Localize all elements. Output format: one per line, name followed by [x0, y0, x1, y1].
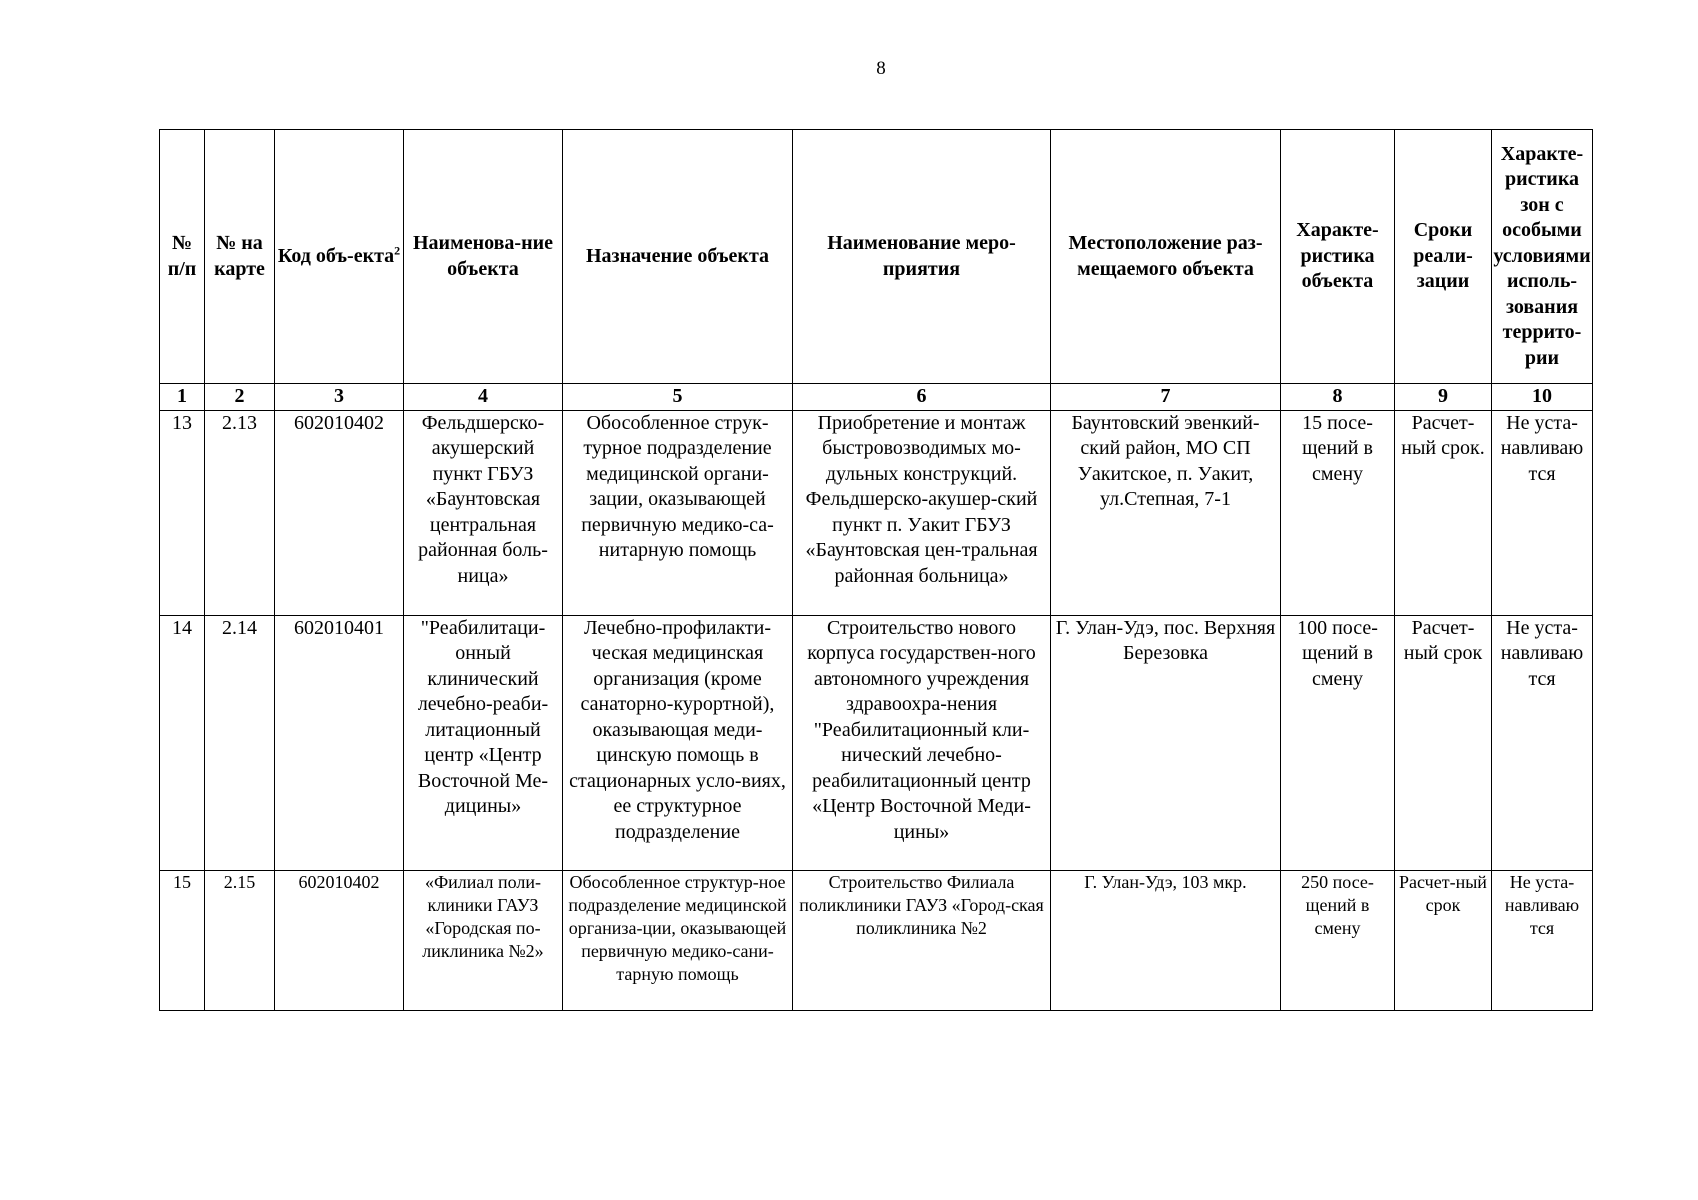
cell-purpose: Обособленное структур-ное подразделение медицинской организа-ции, оказывающей первичную медико-сани-тарную помощь — [563, 870, 793, 1010]
cell-code: 602010402 — [275, 410, 404, 615]
header-num: № п/п — [160, 130, 205, 384]
cell-map-no: 2.13 — [205, 410, 275, 615]
cell-code: 602010402 — [275, 870, 404, 1010]
cell-zones: Не уста-навливаю тся — [1492, 615, 1593, 870]
cell-location: Г. Улан-Удэ, 103 мкр. — [1051, 870, 1281, 1010]
table-row — [160, 410, 1593, 615]
cell-map-no: 2.15 — [205, 870, 275, 1010]
cell-term: Расчет-ный срок. — [1395, 410, 1492, 615]
cell-location: Г. Улан-Удэ, пос. Верхняя Березовка — [1051, 615, 1281, 870]
header-name: Наименова-ние объекта — [404, 130, 563, 384]
header-event: Наименование меро-приятия — [793, 130, 1051, 384]
cell-term: Расчет-ный срок — [1395, 870, 1492, 1010]
header-location: Местоположение раз-мещаемого объекта — [1051, 130, 1281, 384]
cell-num: 13 — [160, 410, 205, 615]
cell-name: "Реабилитаци-онный клинический лечебно-реаби-литационный центр «Центр Восточной Ме-дицины» — [404, 615, 563, 870]
column-number: 5 — [563, 384, 793, 411]
cell-location: Баунтовский эвенкий-ский район, МО СП Уакитское, п. Уакит, ул.Степная, 7-1 — [1051, 410, 1281, 615]
column-number: 4 — [404, 384, 563, 411]
cell-characteristic: 250 посе-щений в смену — [1281, 870, 1395, 1010]
header-purpose: Назначение объекта — [563, 130, 793, 384]
page-number: 8 — [876, 58, 886, 79]
cell-event: Приобретение и монтаж быстровозводимых мо-дульных конструкций. Фельдшерско-акушер-ский пункт п. Уакит ГБУЗ «Баунтовская цен-тральная районная больница» — [793, 410, 1051, 615]
cell-code: 602010401 — [275, 615, 404, 870]
column-number: 10 — [1492, 384, 1593, 411]
cell-name: «Филиал поли-клиники ГАУЗ «Городская по-ликлиника №2» — [404, 870, 563, 1010]
column-number: 8 — [1281, 384, 1395, 411]
footnote-mark: 2 — [394, 243, 401, 258]
objects-table — [159, 129, 1593, 1011]
cell-name: Фельдшерско-акушерский пункт ГБУЗ «Баунтовская центральная районная боль-ница» — [404, 410, 563, 615]
header-map-no: № на карте — [205, 130, 275, 384]
cell-map-no: 2.14 — [205, 615, 275, 870]
header-term: Сроки реали-зации — [1395, 130, 1492, 384]
cell-num: 15 — [160, 870, 205, 1010]
column-number: 2 — [205, 384, 275, 411]
cell-num: 14 — [160, 615, 205, 870]
column-number: 1 — [160, 384, 205, 411]
column-number: 7 — [1051, 384, 1281, 411]
column-number: 9 — [1395, 384, 1492, 411]
cell-term: Расчет-ный срок — [1395, 615, 1492, 870]
cell-characteristic: 100 посе-щений в смену — [1281, 615, 1395, 870]
column-number: 3 — [275, 384, 404, 411]
cell-purpose: Лечебно-профилакти-ческая медицинская организация (кроме санаторно-курортной), оказывающая меди-цинскую помощь в стационарных усло-виях, ее структурное подразделение — [563, 615, 793, 870]
cell-purpose: Обособленное струк-турное подразделение медицинской органи-зации, оказывающей первичную медико-са-нитарную помощь — [563, 410, 793, 615]
header-characteristic: Характе-ристика объекта — [1281, 130, 1395, 384]
cell-event: Строительство нового корпуса государствен-ного автономного учреждения здравоохра-нения "Реабилитационный кли-нический лечебно-реабилитационный центр «Центр Восточной Меди-цины» — [793, 615, 1051, 870]
column-number-row — [160, 384, 1593, 411]
table-row — [160, 615, 1593, 870]
cell-zones: Не уста-навливаю тся — [1492, 870, 1593, 1010]
header-zones: Характе-ристика зон с особыми условиями исполь-зования террито-рии — [1492, 130, 1593, 384]
cell-zones: Не уста-навливаю тся — [1492, 410, 1593, 615]
header-code: Код объ-екта$^2$ — [275, 130, 404, 384]
column-number: 6 — [793, 384, 1051, 411]
cell-event: Строительство Филиала поликлиники ГАУЗ «Город-ская поликлиника №2 — [793, 870, 1051, 1010]
table-header-row — [160, 130, 1593, 384]
cell-characteristic: 15 посе-щений в смену — [1281, 410, 1395, 615]
table-row — [160, 870, 1593, 1010]
